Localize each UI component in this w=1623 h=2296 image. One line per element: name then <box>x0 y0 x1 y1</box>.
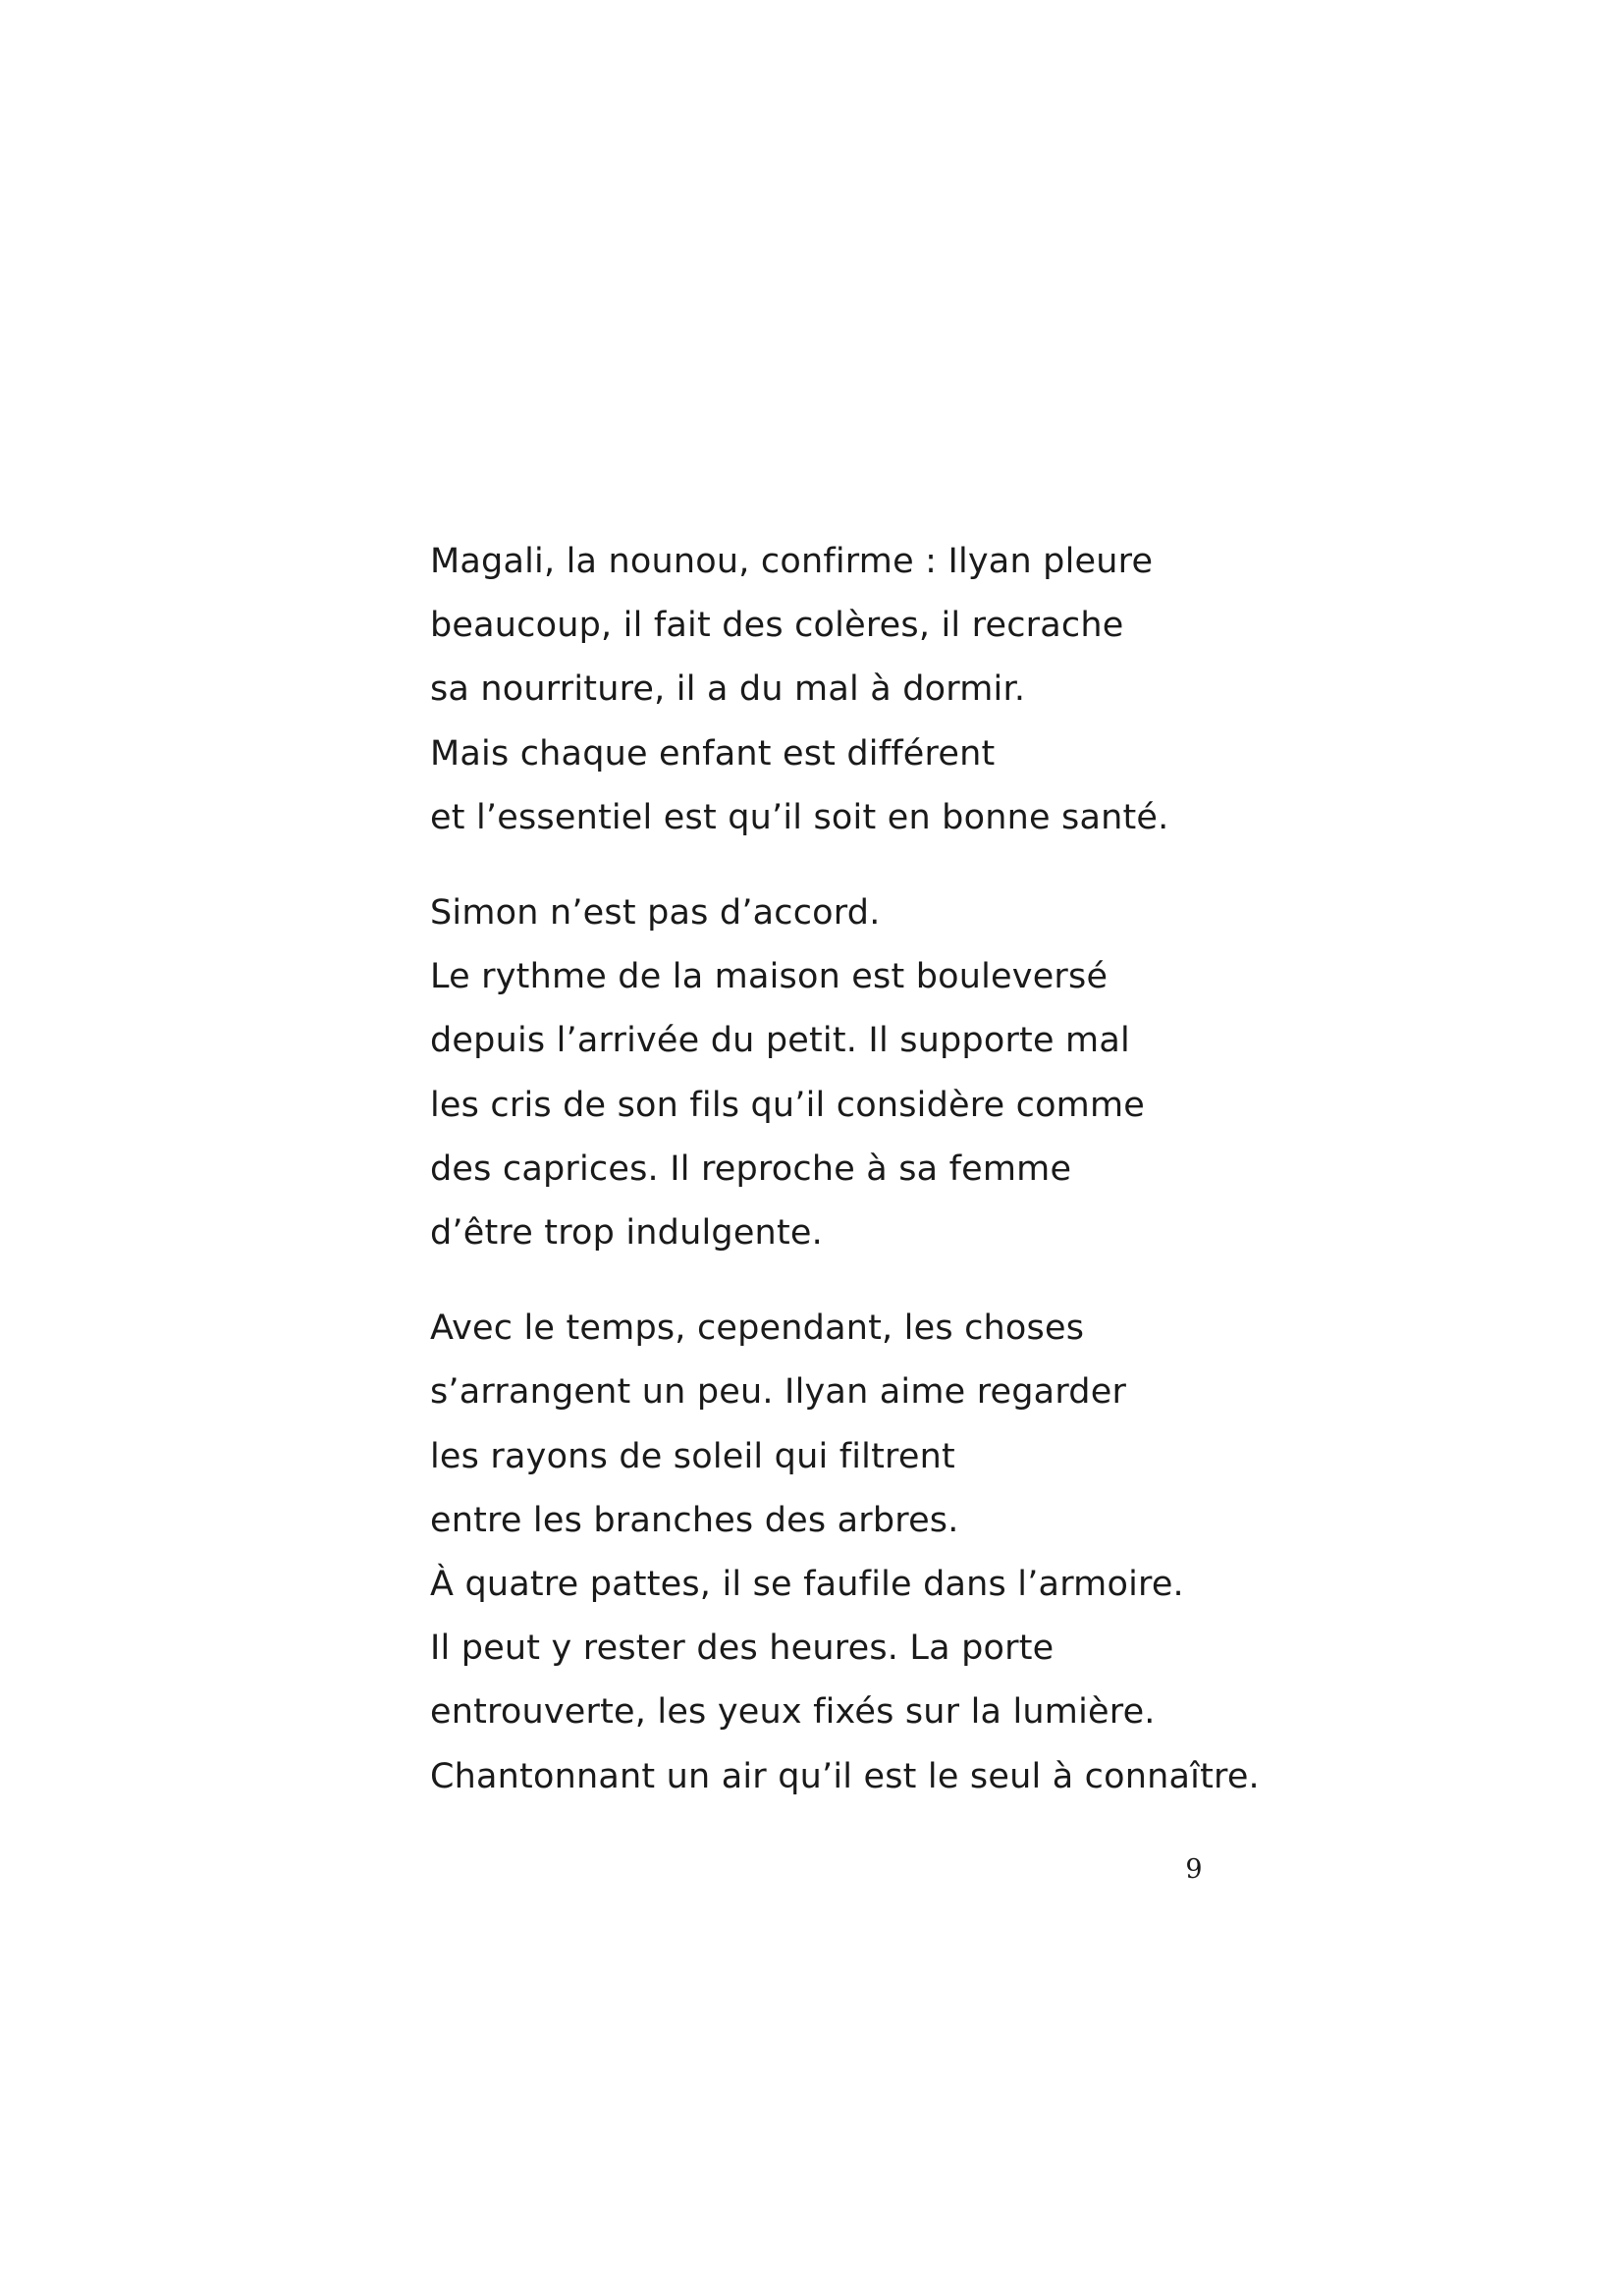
paragraph-1 <box>430 530 1314 850</box>
body-text <box>430 530 1314 1841</box>
paragraph-2 <box>430 881 1314 1265</box>
text-line: Simon n’est pas d’accord. <box>430 893 881 934</box>
text-line: depuis l’arrivée du petit. Il supporte mal <box>430 1021 1130 1061</box>
text-line: Il peut y rester des heures. La porte <box>430 1629 1055 1669</box>
text-line: À quatre pattes, il se faufile dans l’armoire. <box>430 1565 1184 1605</box>
text-line: les rayons de soleil qui filtrent <box>430 1436 955 1476</box>
page-number: 9 <box>1185 1854 1203 1885</box>
text-line: beaucoup, il fait des colères, il recrache <box>430 606 1124 646</box>
text-line: Chantonnant un air qu’il est le seul à connaître. <box>430 1756 1260 1796</box>
text-line: Avec le temps, cependant, les choses <box>430 1308 1085 1349</box>
text-line: entrouverte, les yeux fixés sur la lumière. <box>430 1692 1156 1733</box>
text-line: sa nourriture, il a du mal à dormir. <box>430 669 1026 710</box>
text-line: d’être trop indulgente. <box>430 1213 823 1254</box>
text-line: Magali, la nounou, confirme : Ilyan pleure <box>430 542 1154 581</box>
text-line: entre les branches des arbres. <box>430 1500 959 1540</box>
text-line: s’arrangent un peu. Ilyan aime regarder <box>430 1372 1127 1413</box>
text-line: des caprices. Il reproche à sa femme <box>430 1148 1072 1189</box>
paragraph-3 <box>430 1297 1314 1809</box>
text-line: et l’essentiel est qu’il soit en bonne santé. <box>430 797 1169 837</box>
text-line: les cris de son fils qu’il considère comme <box>430 1085 1146 1125</box>
text-line: Mais chaque enfant est différent <box>430 733 996 774</box>
text-line: Le rythme de la maison est bouleversé <box>430 957 1109 997</box>
